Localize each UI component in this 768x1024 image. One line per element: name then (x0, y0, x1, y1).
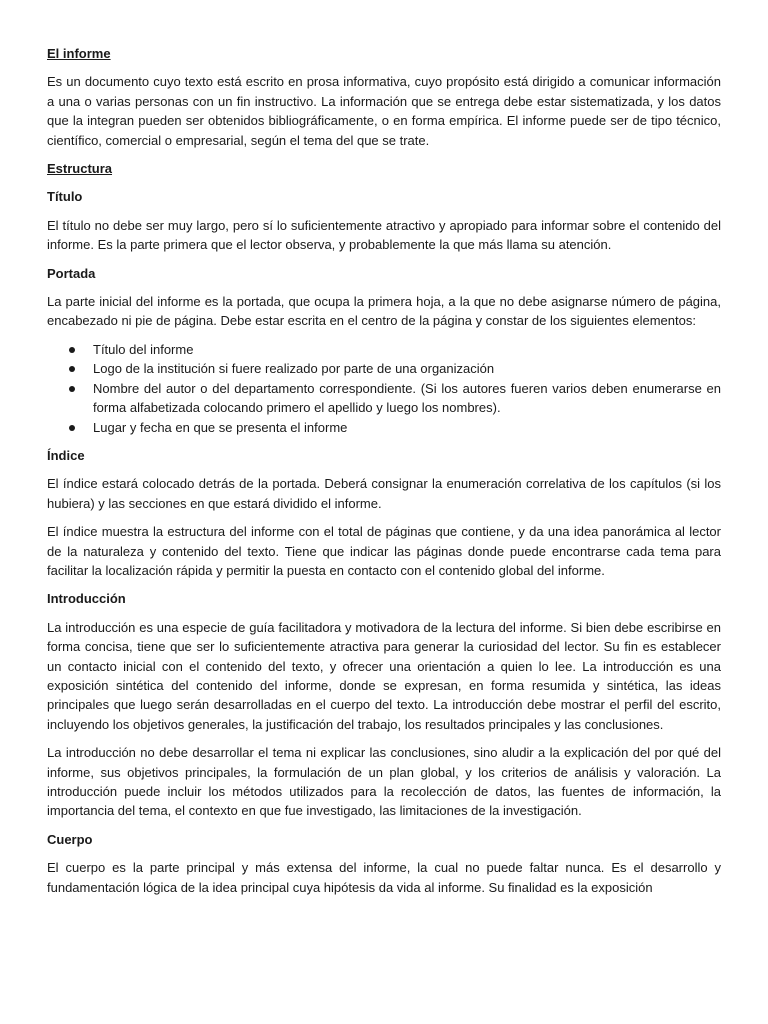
list-item-text: Lugar y fecha en que se presenta el informe (93, 419, 348, 435)
bullet-icon (69, 386, 75, 392)
titulo-paragraph: El título no debe ser muy largo, pero sí lo suficientemente atractivo y apropiado para informar sobre el contenido del informe. Es la parte primera que el lector observa, y probablemente la que más llama su atención. (47, 217, 721, 253)
introduccion-paragraph-1: La introducción es una especie de guía facilitadora y motivadora de la lectura del informe. Si bien debe escribirse en forma concisa, tiene que ser lo suficientemente atractiva para generar la curiosidad del lector. Su fin es establecer un contacto inicial con el contenido del texto, y ofrecer una orientación a quien lo lee. La introducción es una exposición sintética del contenido del informe, donde se expresan, en forma resumida y sintética, las ideas principales que luego serán desarrolladas en el cuerpo del texto. La introducción debe mostrar el perfil del escrito, incluyendo los objetivos generales, la justificación del trabajo, los resultados principales y las conclusiones. (47, 619, 721, 732)
portada-elements-list (47, 340, 721, 437)
document-title: El informe (47, 46, 111, 61)
bullet-icon (69, 366, 75, 372)
section-heading-portada: Portada (47, 265, 96, 281)
portada-paragraph: La parte inicial del informe es la portada, que ocupa la primera hoja, a la que no debe asignarse número de página, encabezado ni pie de página. Debe estar escrita en el centro de la página y constar de los siguientes elementos: (47, 294, 721, 329)
list-item-text: Nombre del autor o del departamento correspondiente. (Si los autores fueren varios deben enumerarse en forma alfabetizada colocando primero el apellido y luego los nombres). (93, 380, 721, 416)
list-item (47, 340, 721, 359)
document-page (47, 44, 721, 906)
intro-paragraph: Es un documento cuyo texto está escrito en prosa informativa, cuyo propósito está dirigido a comunicar información a una o varias personas con un fin instructivo. La información que se entrega debe estar sistematizada, y los datos que la integran pueden ser obtenidos bibliográficamente, o en forma empírica. El informe puede ser de tipo técnico, científico, comercial o empresarial, según el tema del que se trate. (47, 74, 721, 148)
bullet-icon (69, 347, 75, 353)
section-heading-titulo: Título (47, 189, 83, 205)
list-item-text: Logo de la institución si fuere realizado por parte de una organización (93, 361, 495, 377)
list-item (47, 359, 721, 378)
bullet-icon (69, 425, 75, 431)
section-heading-estructura: Estructura (47, 161, 113, 177)
indice-paragraph-1: El índice estará colocado detrás de la portada. Deberá consignar la enumeración correlativa de los capítulos (si los hubiera) y las secciones en que estará dividido el informe. (47, 476, 721, 511)
section-heading-indice: Índice (47, 447, 85, 463)
section-heading-introduccion: Introducción (47, 591, 126, 607)
list-item-text: Título del informe (93, 341, 194, 357)
cuerpo-paragraph: El cuerpo es la parte principal y más extensa del informe, la cual no puede faltar nunca. Es el desarrollo y fundamentación lógica de la idea principal cuya hipótesis da vida al informe. Su finalidad es la exposición (47, 860, 721, 895)
list-item (47, 379, 721, 418)
section-heading-cuerpo: Cuerpo (47, 831, 93, 847)
introduccion-paragraph-2: La introducción no debe desarrollar el tema ni explicar las conclusiones, sino aludir a la explicación del por qué del informe, sus objetivos principales, la formulación de un plan global, y los criterios de análisis y valoración. La introducción puede incluir los métodos utilizados para la recolección de datos, las fuentes de información, la importancia del tema, el contexto en que fue investigado, las limitaciones de la investigación. (47, 745, 721, 819)
list-item (47, 418, 721, 437)
indice-paragraph-2: El índice muestra la estructura del informe con el total de páginas que contiene, y da una idea panorámica al lector de la naturaleza y contenido del texto. Tiene que indicar las páginas donde puede encontrarse cada tema para facilitar la localización rápida y permitir la puesta en contacto con el contenido global del informe. (47, 524, 721, 578)
